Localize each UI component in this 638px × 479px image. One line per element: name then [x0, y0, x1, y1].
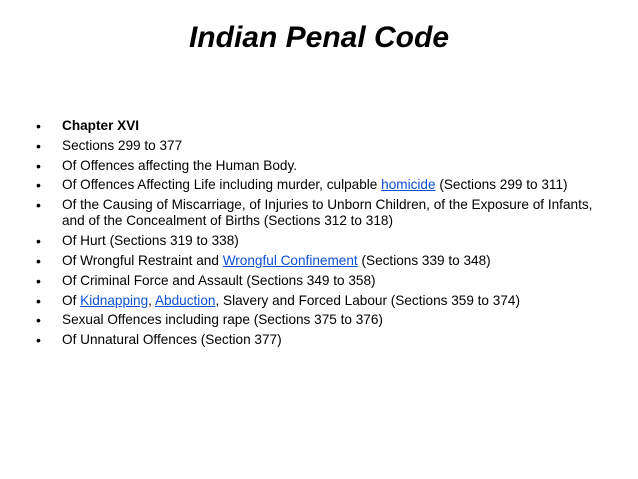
bullet-icon: • — [36, 252, 41, 269]
bullet-icon: • — [36, 332, 41, 349]
list-item-text: , Slavery and Forced Labour (Sections 359 to 374) — [215, 292, 520, 308]
wrongful-confinement-link[interactable]: Wrongful Confinement — [222, 252, 358, 268]
list-item-sexual-offences — [36, 312, 606, 328]
bullet-icon: • — [36, 312, 41, 329]
list-item-text: Of Offences affecting the Human Body. — [62, 157, 298, 173]
list-item-text: Sections 299 to 377 — [62, 137, 183, 153]
chapter-heading: Chapter XVI — [62, 118, 140, 133]
list-item-text: (Sections 299 to 311) — [435, 177, 568, 193]
list-item-criminal-force — [36, 273, 606, 289]
list-item-text: Of the Causing of Miscarriage, of Injuries to Unborn Children, of the Exposure of Infants, and of the Concealment of Births (Sections 312 to 318) — [62, 197, 593, 229]
bullet-icon: • — [36, 177, 41, 194]
list-item-text: , — [148, 292, 155, 308]
list-item-unnatural-offences — [36, 332, 606, 348]
bullet-icon: • — [36, 292, 41, 309]
list-item-text: Of Criminal Force and Assault (Sections 349 to 358) — [62, 272, 376, 288]
list-item-miscarriage — [36, 197, 606, 229]
bullet-icon: • — [36, 233, 41, 250]
list-item-text: Sexual Offences including rape (Sections 375 to 376) — [62, 312, 383, 328]
bullet-icon: • — [36, 272, 41, 289]
list-item-text: (Sections 339 to 348) — [357, 252, 491, 268]
list-item-kidnapping — [36, 293, 606, 309]
list-item-text: Of — [62, 292, 81, 308]
bullet-list — [36, 118, 606, 352]
slide-title: Indian Penal Code — [188, 21, 450, 54]
list-item-text: Of Wrongful Restraint and — [62, 252, 223, 268]
kidnapping-link[interactable]: Kidnapping — [80, 292, 149, 308]
list-item-human-body — [36, 158, 606, 174]
list-item-life — [36, 177, 606, 193]
bullet-icon: • — [36, 157, 41, 174]
list-item-hurt — [36, 233, 606, 249]
list-item-chapter — [36, 118, 606, 134]
list-item-restraint — [36, 253, 606, 269]
homicide-link[interactable]: homicide — [381, 177, 436, 193]
list-item-text: Of Offences Affecting Life including murder, culpable — [62, 177, 382, 193]
bullet-icon: • — [36, 118, 41, 134]
list-item-sections — [36, 138, 606, 154]
bullet-icon: • — [36, 197, 41, 214]
list-item-text: Of Hurt (Sections 319 to 338) — [62, 233, 239, 249]
abduction-link[interactable]: Abduction — [154, 292, 216, 308]
list-item-text: Of Unnatural Offences (Section 377) — [62, 332, 282, 348]
bullet-icon: • — [36, 137, 41, 154]
